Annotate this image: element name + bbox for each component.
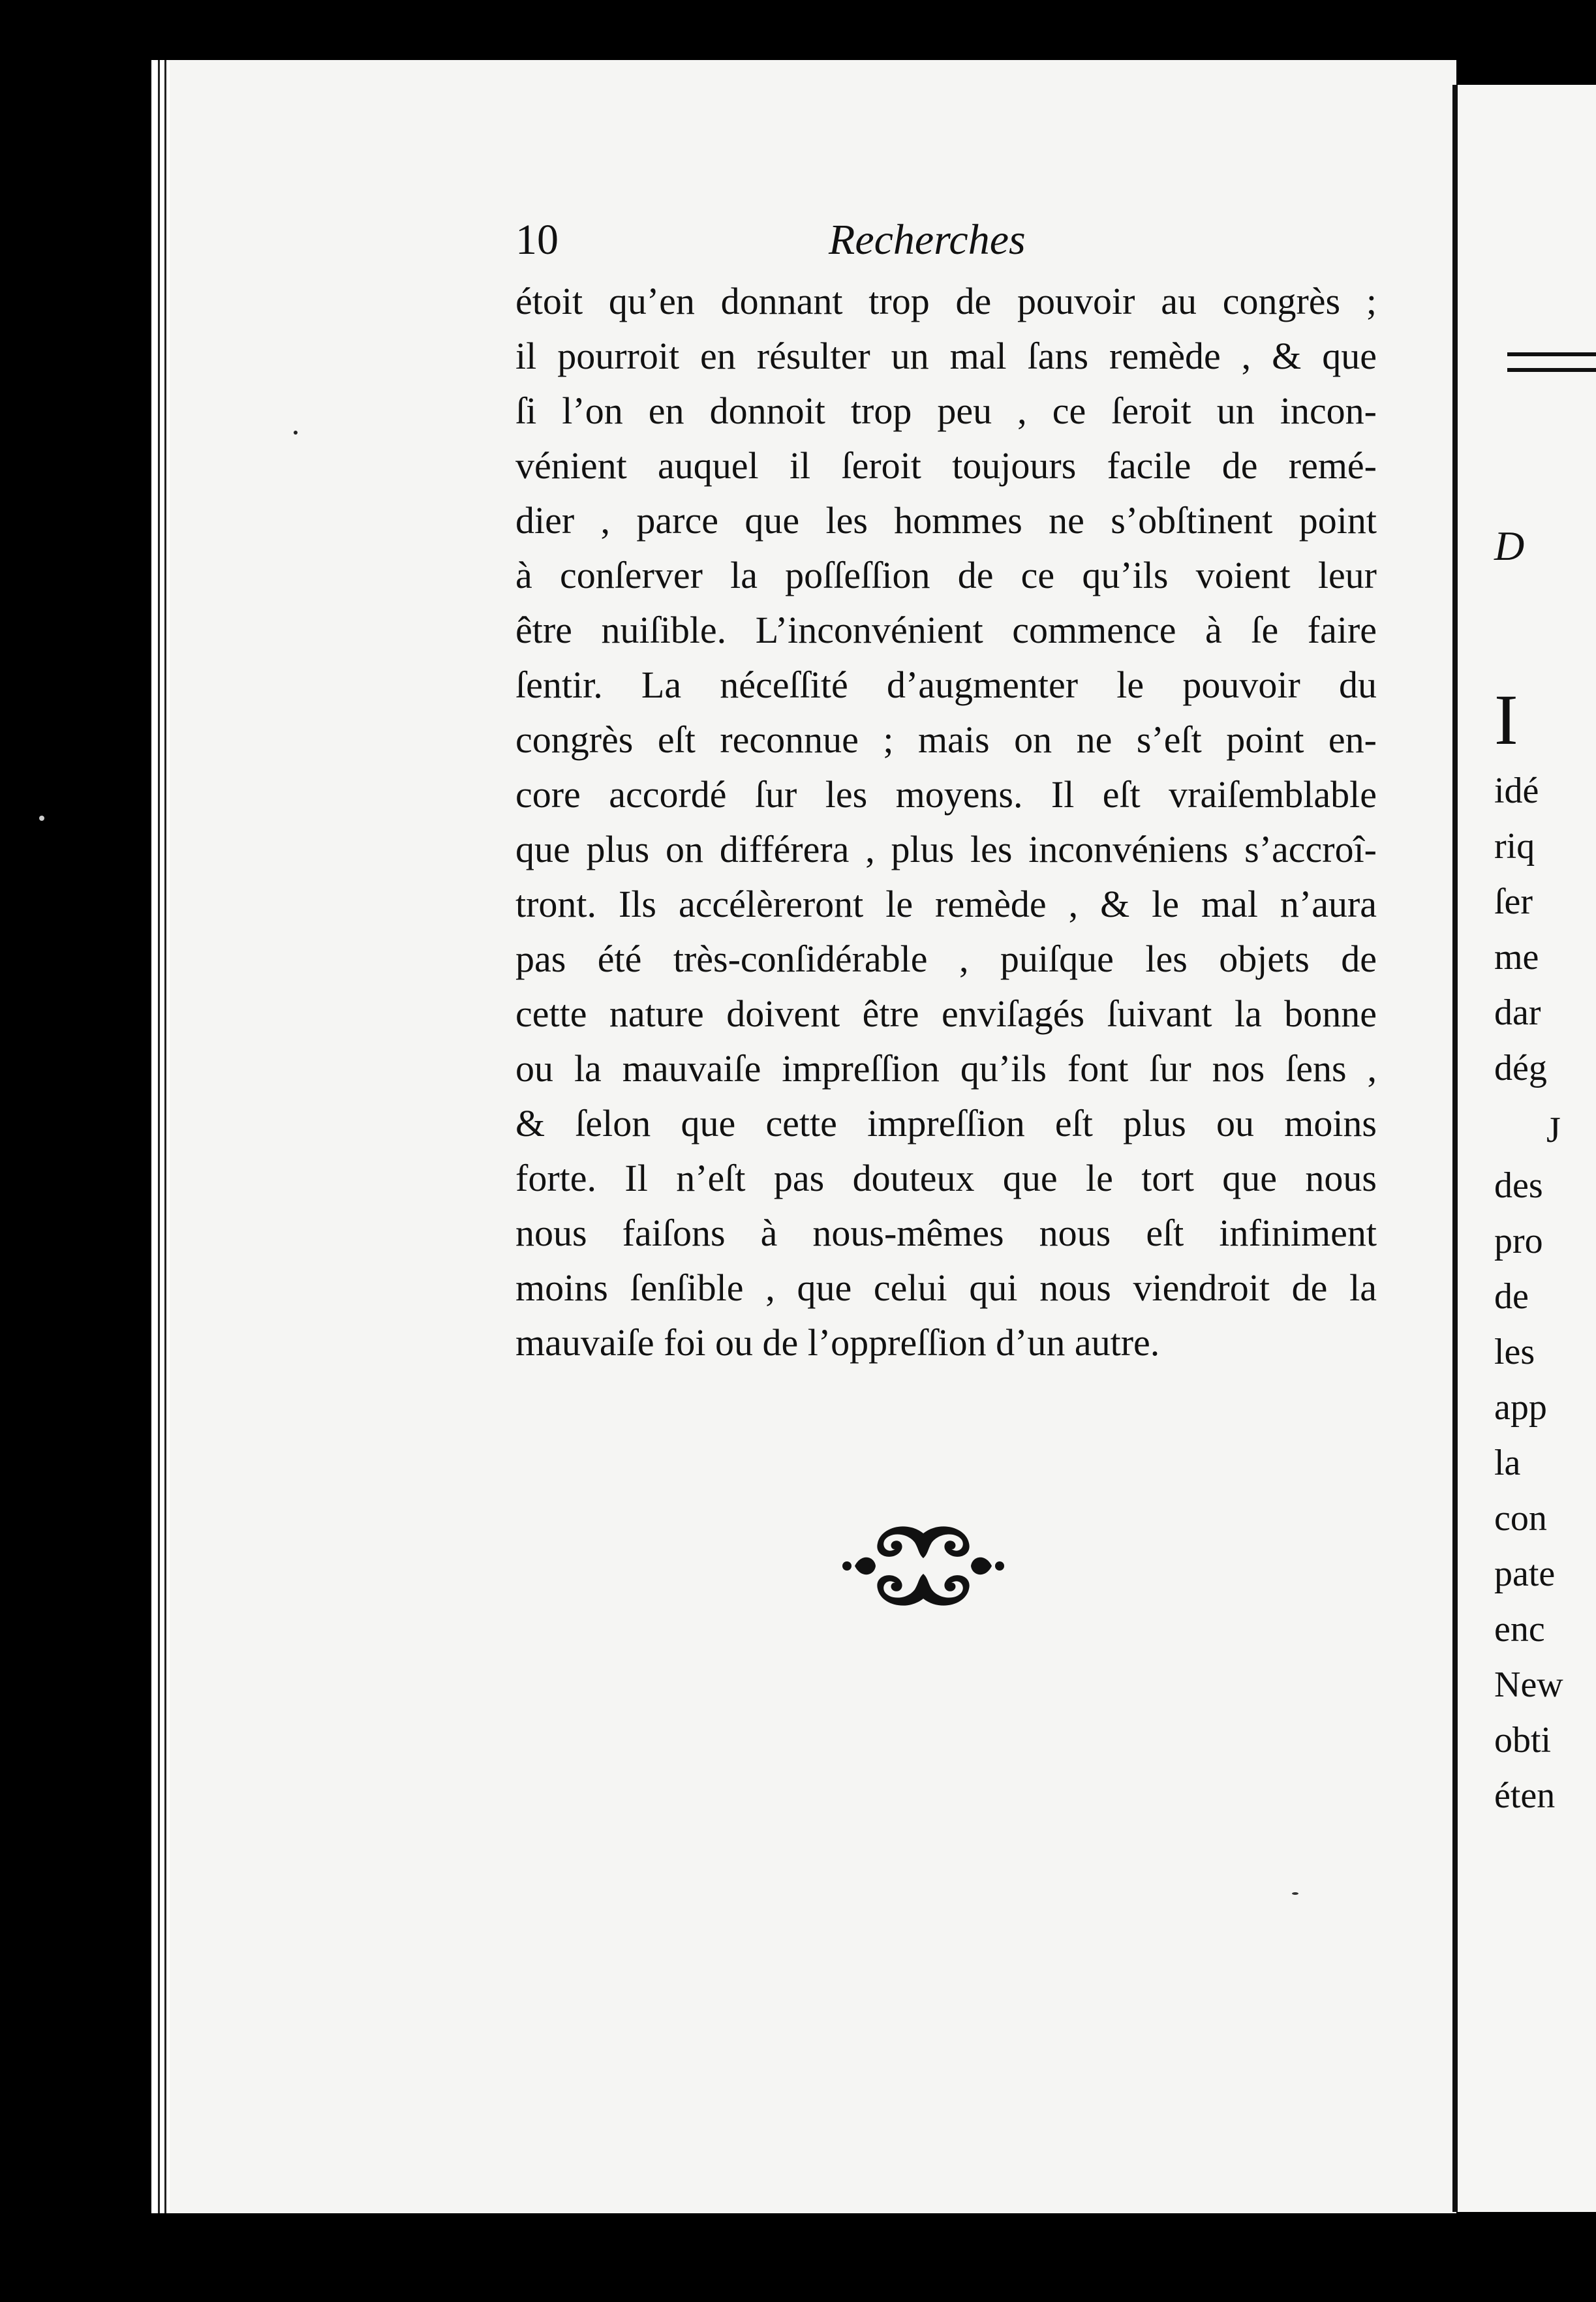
facing-page-fragment: de — [1494, 1276, 1529, 1317]
running-head: Recherches — [829, 216, 1026, 264]
page-edge-line — [158, 60, 160, 2213]
dust-speck — [39, 816, 44, 821]
printers-ornament-icon — [842, 1520, 1005, 1612]
text-line: mauvaiſe foi ou de l’oppreſſion d’un autre. — [515, 1321, 1160, 1364]
facing-page-fragment: ſer — [1494, 882, 1533, 922]
text-line: il pourroit en résulter un mal ſans remède , & que — [515, 335, 1377, 377]
facing-page-fragment: me — [1494, 937, 1539, 977]
text-line: pas été très-conſidérable , puiſque les objets de — [515, 938, 1377, 980]
text-line: vénient auquel il ſeroit toujours facile de remé- — [515, 444, 1377, 487]
text-line: core accordé ſur les moyens. Il eſt vraiſemblable — [515, 773, 1377, 816]
facing-page-fragment: pro — [1494, 1221, 1543, 1261]
facing-page-fragment: éten — [1494, 1775, 1556, 1816]
facing-page-fragment: app — [1494, 1387, 1547, 1428]
text-line: & ſelon que cette impreſſion eſt plus ou moins — [515, 1102, 1377, 1144]
facing-page-fragment: des — [1494, 1165, 1543, 1206]
text-line: tront. Ils accélèreront le remède , & le mal n’aura — [515, 883, 1377, 925]
text-line: nous faiſons à nous-mêmes nous eſt infiniment — [515, 1212, 1377, 1254]
facing-page-fragment: obti — [1494, 1720, 1552, 1760]
facing-page-fragment: riq — [1494, 826, 1535, 867]
facing-page-fragment: pate — [1494, 1554, 1556, 1594]
text-line: étoit qu’en donnant trop de pouvoir au congrès ; — [515, 280, 1377, 322]
facing-page-fragment: D — [1494, 523, 1525, 569]
text-line: moins ſenſible , que celui qui nous viendroit de la — [515, 1266, 1377, 1309]
facing-page — [1452, 85, 1596, 2212]
facing-page-fragment: con — [1494, 1498, 1547, 1539]
text-line: être nuiſible. L’inconvénient commence à ſe faire — [515, 609, 1377, 651]
facing-page-fragment: New — [1494, 1665, 1563, 1705]
page-header — [515, 215, 1377, 274]
facing-page-fragment: dar — [1494, 992, 1541, 1033]
facing-page-fragment: enc — [1494, 1609, 1545, 1650]
dust-speck — [1292, 1892, 1298, 1895]
facing-page-fragment: idé — [1494, 771, 1539, 811]
text-line: ſentir. La néceſſité d’augmenter le pouvoir du — [515, 664, 1377, 706]
text-line: ou la mauvaiſe impreſſion qu’ils font ſur nos ſens , — [515, 1047, 1377, 1090]
facing-page-fragment: les — [1494, 1332, 1535, 1372]
text-line: forte. Il n’eſt pas douteux que le tort que nous — [515, 1157, 1377, 1199]
facing-page-fragment: J — [1546, 1110, 1561, 1150]
page-edge-line — [164, 60, 166, 2213]
page-number: 10 — [515, 216, 559, 264]
text-line: ſi l’on en donnoit trop peu , ce ſeroit un incon- — [515, 390, 1377, 432]
body-text — [515, 274, 1377, 1370]
text-line: cette nature doivent être enviſagés ſuivant la bonne — [515, 992, 1377, 1035]
text-line: dier , parce que les hommes ne s’obſtinent point — [515, 499, 1377, 542]
facing-page-fragment: la — [1494, 1443, 1521, 1483]
dust-speck — [294, 431, 298, 435]
text-line: que plus on différera , plus les inconvéniens s’accroî- — [515, 828, 1377, 870]
text-line: congrès eſt reconnue ; mais on ne s’eſt point en- — [515, 718, 1377, 761]
text-line: à conſerver la poſſeſſion de ce qu’ils voient leur — [515, 554, 1377, 596]
facing-page-fragment: I — [1494, 680, 1518, 760]
facing-page-fragment: dég — [1494, 1048, 1547, 1088]
facing-page-rule — [1507, 352, 1596, 372]
